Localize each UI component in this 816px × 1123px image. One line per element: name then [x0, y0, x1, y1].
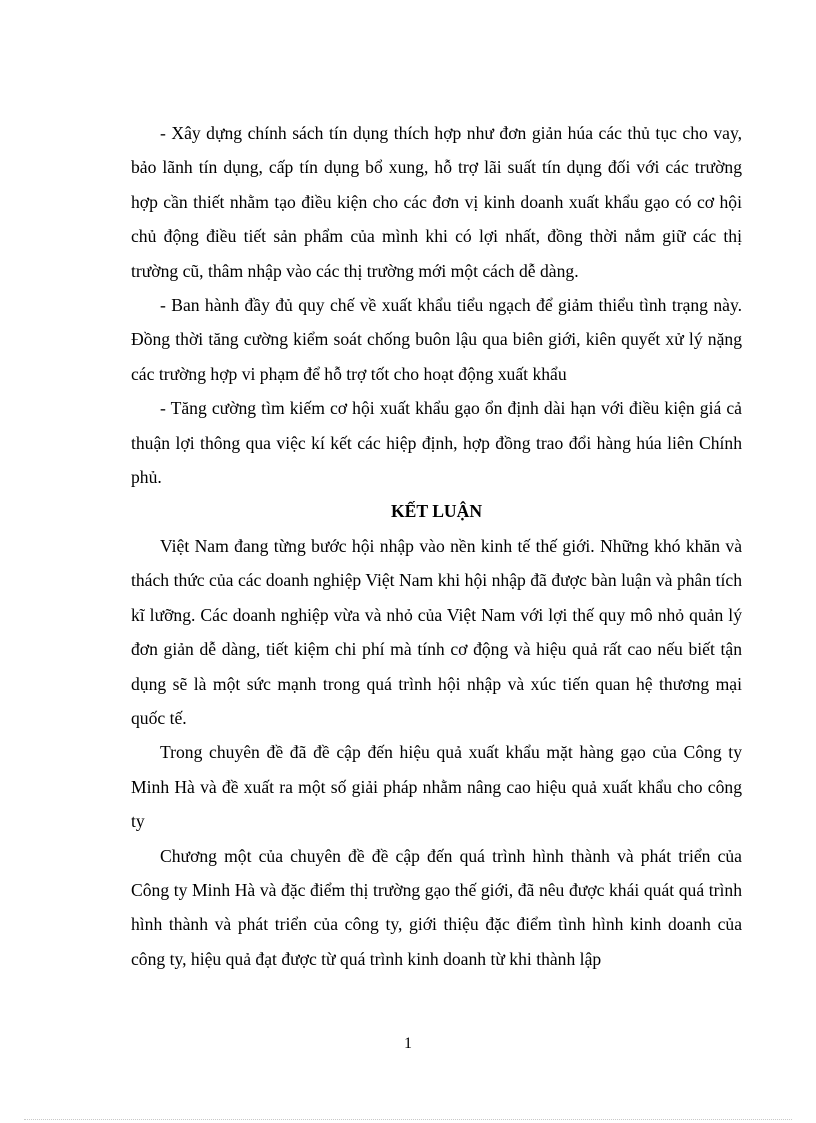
paragraph-topic-summary: Trong chuyên đề đã đề cập đến hiệu quả xuất khẩu mặt hàng gạo của Công ty Minh Hà và đề xuất ra một số giải pháp nhằm nâng cao hiệu quả xuất khẩu cho công ty: [131, 742, 742, 832]
section-heading: KẾT LUẬN: [390, 501, 483, 522]
page-bottom-divider: [24, 1119, 792, 1120]
page-number: 1: [404, 1035, 412, 1052]
paragraph-regulations: - Ban hành đầy đủ quy chế về xuất khẩu tiểu ngạch để giảm thiểu tình trạng này. Đồng thời tăng cường kiểm soát chống buôn lậu qua biên giới, kiên quyết xử lý nặng các trường hợp vi phạm để hỗ trợ tốt cho hoạt động xuất khẩu: [131, 295, 742, 384]
paragraph-credit-policy: - Xây dựng chính sách tín dụng thích hợp như đơn giản húa các thủ tục cho vay, bảo lãnh tín dụng, cấp tín dụng bổ xung, hỗ trợ lãi suất tín dụng đối với các trường hợp cần thiết nhằm tạo điều kiện cho các đơn vị kinh doanh xuất khẩu gạo có cơ hội chủ động điều tiết sản phẩm của mình khi có lợi nhất, đồng thời nắm giữ các thị trường cũ, thâm nhập vào các thị trường mới một cách dễ dàng.: [131, 123, 742, 281]
paragraph-integration: Việt Nam đang từng bước hội nhập vào nền kinh tế thế giới. Những khó khăn và thách thức của các doanh nghiệp Việt Nam khi hội nhập đã được bàn luận và phân tích kĩ lưỡng. Các doanh nghiệp vừa và nhỏ của Việt Nam với lợi thế quy mô nhỏ quản lý đơn giản dễ dàng, tiết kiệm chi phí mà tính cơ động và hiệu quả rất cao nếu biết tận dụng sẽ là một sức mạnh trong quá trình hội nhập và xúc tiến quan hệ thương mại quốc tế.: [131, 535, 742, 728]
paragraph-long-term-export: - Tăng cường tìm kiếm cơ hội xuất khẩu gạo ổn định dài hạn với điều kiện giá cả thuận lợi thông qua việc kí kết các hiệp định, hợp đồng trao đổi hàng húa liên Chính phủ.: [131, 398, 742, 488]
body-text: [131, 116, 742, 976]
paragraph-chapter-one: Chương một của chuyên đề đề cập đến quá trình hình thành và phát triển của Công ty Minh Hà và đặc điểm thị trường gạo thế giới, đã nêu được khái quát quá trình hình thành và phát triển của công ty, giới thiệu đặc điểm tình hình kinh doanh của công ty, hiệu quả đạt được từ quá trình kinh doanh từ khi thành lập: [131, 845, 742, 969]
